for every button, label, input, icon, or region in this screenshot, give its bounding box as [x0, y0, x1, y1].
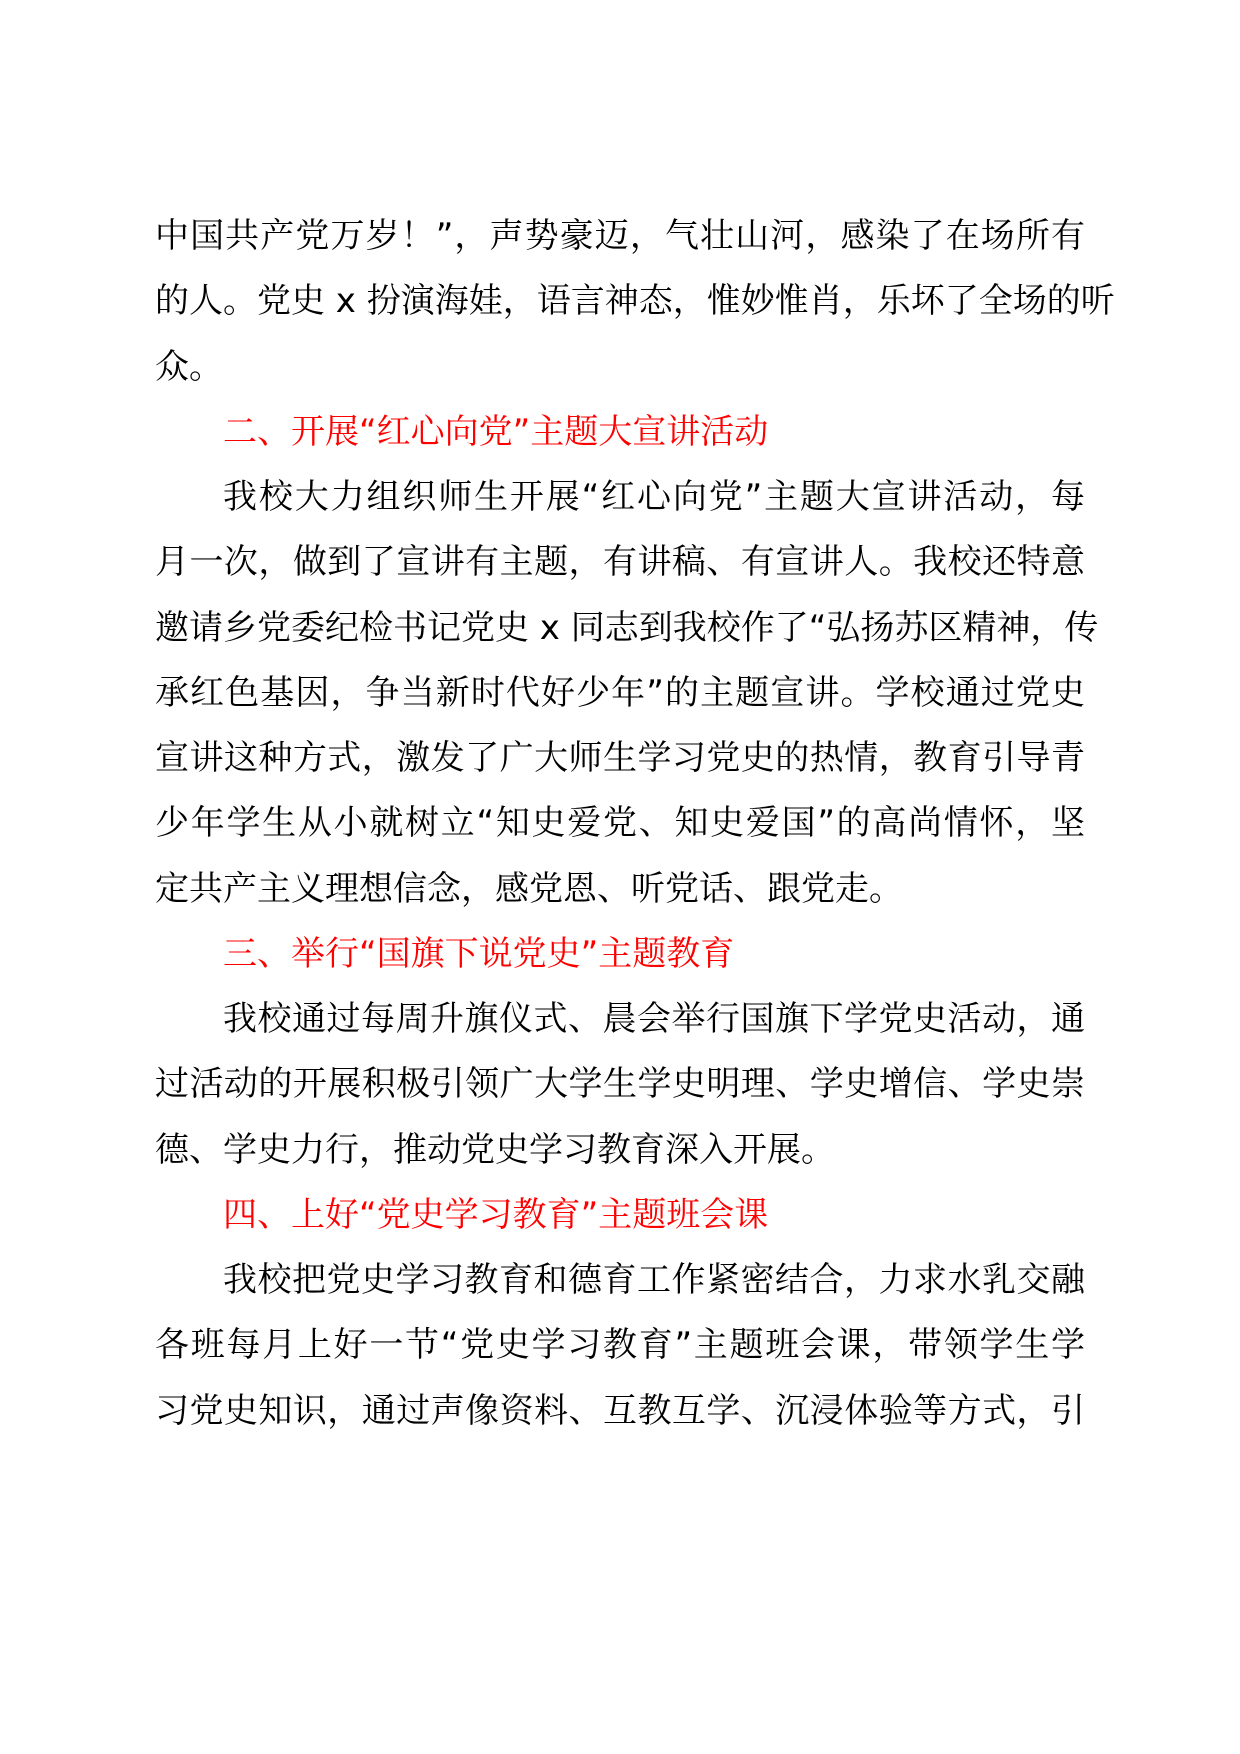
paragraph [155, 465, 1099, 922]
paragraph-line: 我校通过每周升旗仪式、晨会举行国旗下学党史活动，通 [223, 999, 1085, 1039]
paragraph-line: 承红色基因，争当新时代好少年”的主题宣讲。学校通过党史 [155, 672, 1085, 713]
paragraph-line: 德、学史力行，推动党史学习教育深入开展。 [155, 1129, 835, 1170]
document-page [155, 204, 1115, 1444]
paragraph [155, 987, 1085, 1183]
section-heading: 二、开展“红心向党”主题大宣讲活动 [223, 411, 769, 452]
paragraph-line: 习党史知识，通过声像资料、互教互学、沉浸体验等方式，引 [155, 1390, 1085, 1431]
paragraph-line: 我校把党史学习教育和德育工作紧密结合，力求水乳交融 [223, 1260, 1085, 1300]
section-heading: 三、举行“国旗下说党史”主题教育 [223, 933, 735, 974]
paragraph [155, 1248, 1085, 1444]
paragraph-line: 定共产主义理想信念，感党恩、听党话、跟党走。 [155, 868, 903, 909]
paragraph-line: 各班每月上好一节“党史学习教育”主题班会课，带领学生学 [155, 1325, 1085, 1366]
paragraph-line: 的人。党史 x 扮演海娃，语言神态，惟妙惟肖，乐坏了全场的听 [155, 281, 1115, 322]
paragraph-line: 少年学生从小就树立“知史爱党、知史爱国”的高尚情怀，坚 [155, 803, 1085, 844]
paragraph-line: 过活动的开展积极引领广大学生学史明理、学史增信、学史崇 [155, 1064, 1085, 1105]
paragraph-line: 宣讲这种方式，激发了广大师生学习党史的热情，教育引导青 [155, 738, 1085, 778]
paragraph-line: 中国共产党万岁！”，声势豪迈，气壮山河，感染了在场所有 [155, 216, 1085, 256]
paragraph-line: 邀请乡党委纪检书记党史 x 同志到我校作了“弘扬苏区精神，传 [155, 607, 1099, 648]
section-heading: 四、上好“党史学习教育”主题班会课 [223, 1194, 769, 1235]
paragraph-line: 众。 [155, 346, 223, 387]
paragraph [155, 204, 1115, 400]
paragraph-line: 月一次，做到了宣讲有主题，有讲稿、有宣讲人。我校还特意 [155, 542, 1085, 583]
paragraph-line: 我校大力组织师生开展“红心向党”主题大宣讲活动，每 [223, 477, 1085, 517]
